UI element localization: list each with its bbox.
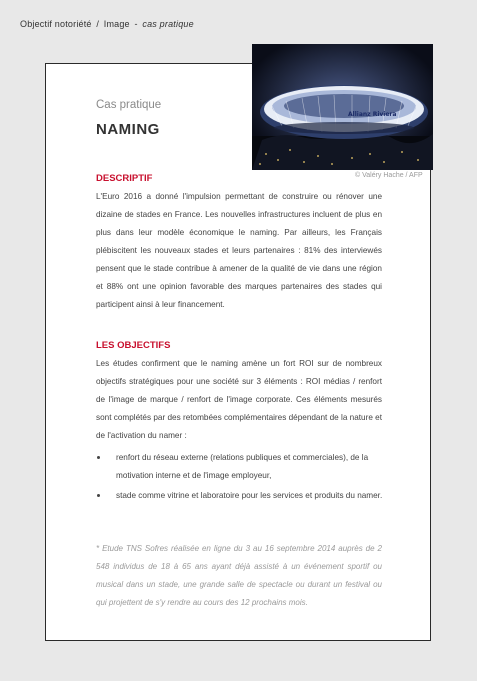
photo-credit: © Valéry Hache / AFP: [355, 172, 423, 179]
list-item: stade comme vitrine et laboratoire pour les services et produits du namer.: [96, 487, 386, 505]
objectifs-paragraph: Les études confirment que le naming amène un fort ROI sur de nombreux objectifs stratégiques pour une société sur 3 éléments : ROI médias / renfort de l'image de marque / renfort de l'image corporate. Ces éléments mesurés sont complétés par des retombées complémentaires dépendant de la nature et de l'activation du namer :: [96, 359, 382, 440]
stadium-sign-text: Allianz Riviera: [348, 111, 397, 118]
section-title-descriptif: DESCRIPTIF: [96, 173, 153, 184]
stadium-illustration: [252, 44, 433, 170]
list-item: renfort du réseau externe (relations publiques et commerciales), de la motivation interne et de l'image employeur,: [96, 449, 386, 485]
breadcrumb-item: Objectif notoriété: [20, 19, 92, 29]
section-title-objectifs: LES OBJECTIFS: [96, 340, 171, 351]
bullet-icon: [97, 494, 100, 497]
footnote: * Etude TNS Sofres réalisée en ligne du 3 au 16 septembre 2014 auprès de 2 548 individus de 18 à 65 ans ayant déjà assisté à un événement sportif ou musical dans un stade, une grande salle de spectacle ou durant un festival ou qui projettent de s'y rendre au cours des 12 prochains mois.: [96, 544, 382, 607]
stadium-photo: [252, 44, 433, 170]
breadcrumb: Objectif notoriété / Image - cas pratique: [20, 19, 194, 29]
page-title: NAMING: [96, 121, 160, 138]
page-kicker: Cas pratique: [96, 99, 162, 111]
bullet-icon: [97, 456, 100, 459]
breadcrumb-item: Image: [103, 19, 130, 29]
descriptif-paragraph: L'Euro 2016 a donné l'impulsion permettant de construire ou rénover une dizaine de stades en France. Les nouvelles infrastructures incluent de plus en plus dans leur modèle économique le naming. Par ailleurs, les Français plébiscitent les nouveaux stades et leurs partenaires : 81% des interviewés pensent que le stade contribue à amener de la qualité de vie dans une région et 88% ont une opinion favorable des marques partenaires des stades qui participent ainsi à leur financement.: [96, 192, 382, 309]
objectifs-bullet-list: [96, 449, 386, 507]
breadcrumb-item-current: cas pratique: [142, 19, 194, 29]
